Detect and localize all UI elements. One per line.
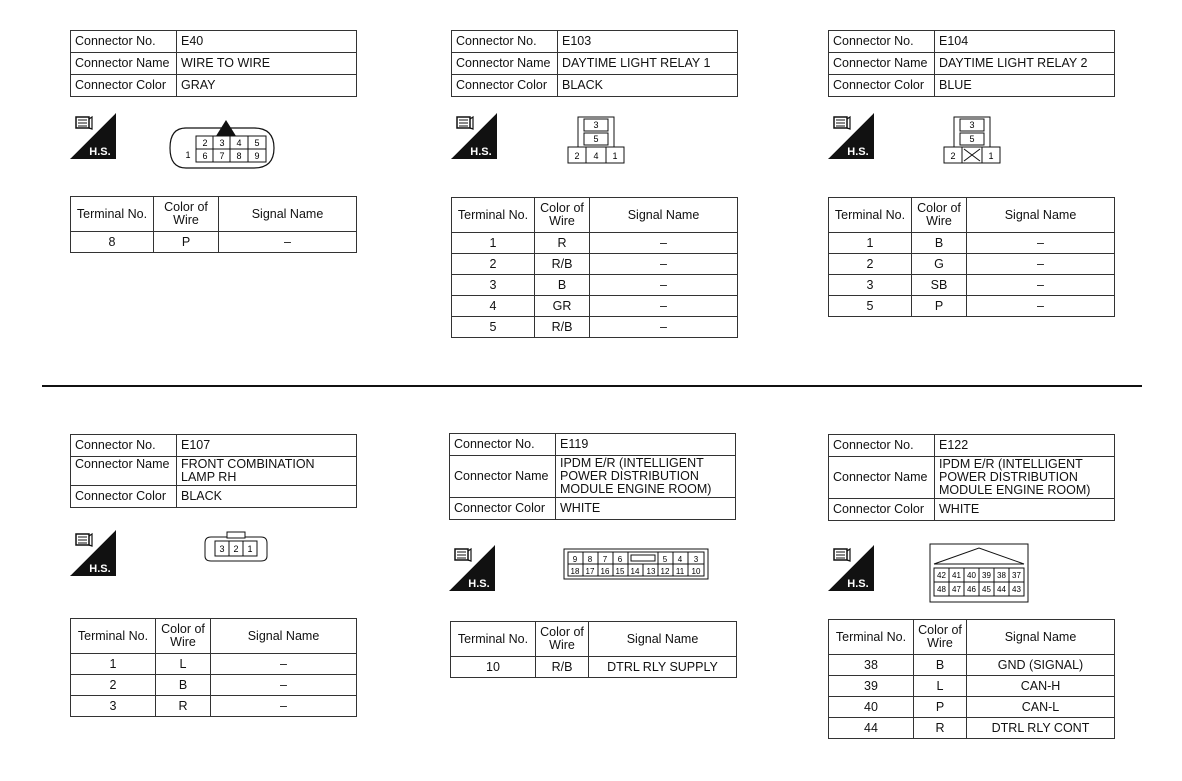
table-cell: Connector Color [71,486,177,508]
table-row [829,676,1115,697]
table-row [829,655,1115,676]
table-cell: Connector Name [450,456,556,498]
table-row [71,486,357,508]
connector-face-e103 [566,114,626,166]
table-row [71,696,357,717]
connector-face-e104 [942,114,1002,166]
table-cell: Connector No. [450,434,556,456]
table-cell: 4 [452,296,535,317]
connector-face-e119 [563,548,709,580]
pin-label: 3 [969,120,975,130]
table-cell: DAYTIME LIGHT RELAY 2 [935,53,1115,75]
table-cell: R [535,233,590,254]
table-cell: P [154,232,219,253]
table-cell: WHITE [935,499,1115,521]
pin-label: 3 [219,544,225,554]
table-cell: Connector Name [829,457,935,499]
pin-label: 42 [937,571,946,580]
pin-label: 6 [617,555,623,564]
table-row [829,53,1115,75]
pin-label: 12 [660,567,670,576]
table-row [829,296,1115,317]
section-divider [42,385,1142,387]
connector-color-value: GRAY [177,75,357,97]
terminal-table [70,618,357,717]
table-cell: 10 [451,657,536,678]
table-cell: R/B [536,657,589,678]
pin-label: 10 [691,567,701,576]
table-cell: 2 [829,254,912,275]
connector-info-table [449,433,736,520]
table-cell: P [912,296,967,317]
pin-label: 48 [937,585,946,594]
table-header-cell: Terminal No. [451,622,536,657]
terminal-table [450,621,737,678]
table-cell: Connector Color [452,75,558,97]
pin-label: 40 [967,571,976,580]
table-cell: 40 [829,697,914,718]
connector-e103 [451,30,738,97]
table-cell: CAN-L [967,697,1115,718]
connector-info-table [70,30,357,97]
table-row [829,499,1115,521]
table-row [450,456,736,498]
table-row [71,232,357,253]
harness-side-icon [70,113,116,159]
pin-label: 3 [219,138,225,148]
table-cell: L [156,654,211,675]
table-cell: – [219,232,357,253]
pin-label: 4 [677,555,683,564]
table-row [829,435,1115,457]
table-header-cell: Terminal No. [829,198,912,233]
table-cell: 1 [71,654,156,675]
table-row [71,675,357,696]
table-row [452,31,738,53]
table-cell: G [912,254,967,275]
table-cell: 3 [452,275,535,296]
connector-info-table [451,30,738,97]
table-row [452,198,738,233]
pin-label: H.S. [470,146,492,158]
table-cell: E122 [935,435,1115,457]
pin-label: 5 [662,555,668,564]
connector-face-e107 [201,530,271,564]
table-cell: P [914,697,967,718]
table-cell: – [967,296,1115,317]
table-row [71,435,357,457]
table-header-cell: Signal Name [590,198,738,233]
table-cell: FRONT COMBINATION LAMP RH [177,457,357,486]
table-cell: Connector Name [452,53,558,75]
pin-label: 8 [587,555,593,564]
table-header-cell: Signal Name [967,198,1115,233]
pin-label: 2 [233,544,239,554]
table-cell: – [211,696,357,717]
pin-label: 39 [982,571,991,580]
table-cell: 5 [452,317,535,338]
connector-face-e40 [166,118,278,178]
table-header-cell: Signal Name [211,619,357,654]
table-cell: 38 [829,655,914,676]
table-header-cell: Terminal No. [71,619,156,654]
table-row [452,233,738,254]
table-row [829,275,1115,296]
table-cell: R/B [535,254,590,275]
pin-label: 14 [630,567,640,576]
hs-label: H.S. [89,146,111,158]
signal-name-header: Signal Name [219,197,357,232]
table-cell: BLACK [558,75,738,97]
table-row [452,254,738,275]
table-cell: Connector No. [829,435,935,457]
table-cell: E103 [558,31,738,53]
table-row [452,53,738,75]
table-row [71,654,357,675]
pin-label: H.S. [847,578,869,590]
table-row [71,197,357,232]
table-cell: GND (SIGNAL) [967,655,1115,676]
pin-label: 38 [997,571,1006,580]
pin-label: 2 [574,151,580,161]
table-cell: – [590,233,738,254]
table-header-cell: Terminal No. [452,198,535,233]
table-cell: Connector Color [829,499,935,521]
table-cell: – [590,275,738,296]
table-row [71,457,357,486]
connector-e119 [449,433,736,520]
table-header-cell: Signal Name [589,622,737,657]
table-row [829,233,1115,254]
connector-e107 [70,434,357,508]
pin-label: 45 [982,585,991,594]
table-cell: DTRL RLY CONT [967,718,1115,739]
terminal-table [828,619,1115,739]
table-cell: 2 [452,254,535,275]
table-cell: R [914,718,967,739]
table-cell: DAYTIME LIGHT RELAY 1 [558,53,738,75]
pin-label: 13 [646,567,656,576]
table-cell: – [967,233,1115,254]
table-row [829,718,1115,739]
pin-label: 4 [236,138,242,148]
table-header-cell: Terminal No. [829,620,914,655]
table-cell: 8 [71,232,154,253]
table-cell: Connector No. [829,31,935,53]
table-row [71,31,357,53]
pin-label: 46 [967,585,976,594]
harness-side-icon [451,113,497,159]
pin-label: 9 [254,151,260,161]
table-row [829,31,1115,53]
connector-e40 [70,30,357,97]
connector-no-value: E40 [177,31,357,53]
pin-label: 7 [219,151,225,161]
table-cell: – [967,254,1115,275]
table-cell: – [211,654,357,675]
table-cell: E119 [556,434,736,456]
table-cell: Connector No. [71,435,177,457]
table-cell: 5 [829,296,912,317]
table-cell: B [914,655,967,676]
table-cell: 2 [71,675,156,696]
table-row [829,620,1115,655]
table-cell: DTRL RLY SUPPLY [589,657,737,678]
table-header-cell: Signal Name [967,620,1115,655]
table-row [452,275,738,296]
pin-label: 4 [593,151,599,161]
table-row [829,254,1115,275]
pin-label: H.S. [468,578,490,590]
table-row [829,457,1115,499]
table-header-cell: Color of Wire [914,620,967,655]
pin-label: 1 [247,544,253,554]
table-row [452,317,738,338]
table-cell: R [156,696,211,717]
pin-label: 11 [675,567,685,576]
pin-label: 16 [600,567,610,576]
pin-label: 2 [202,138,208,148]
connector-no-label: Connector No. [71,31,177,53]
terminal-no-header: Terminal No. [71,197,154,232]
connector-name-value: WIRE TO WIRE [177,53,357,75]
table-cell: 39 [829,676,914,697]
table-cell: – [211,675,357,696]
connector-e122 [828,434,1115,521]
table-cell: 44 [829,718,914,739]
pin-label: 5 [593,134,599,144]
table-cell: B [912,233,967,254]
table-cell: 1 [452,233,535,254]
pin-label: 17 [585,567,595,576]
table-row [451,657,737,678]
pin-label: 41 [952,571,961,580]
connector-info-table [828,434,1115,521]
harness-side-icon [70,530,116,576]
table-row [452,75,738,97]
table-row [829,697,1115,718]
pin-label: 1 [185,150,191,160]
table-cell: SB [912,275,967,296]
pin-label: H.S. [89,563,111,575]
pin-label: 18 [570,567,580,576]
table-cell: – [590,317,738,338]
connector-e104 [828,30,1115,97]
table-cell: B [535,275,590,296]
table-row [71,619,357,654]
pin-label: 1 [988,151,994,161]
pin-label: 3 [693,555,699,564]
pin-label: 47 [952,585,961,594]
pin-label: 1 [612,151,618,161]
table-cell: BLACK [177,486,357,508]
table-cell: GR [535,296,590,317]
pin-label: 2 [950,151,956,161]
table-header-cell: Color of Wire [535,198,590,233]
table-row [71,75,357,97]
connector-color-label: Connector Color [71,75,177,97]
table-cell: B [156,675,211,696]
table-cell: 3 [829,275,912,296]
table-cell: 1 [829,233,912,254]
connector-name-label: Connector Name [71,53,177,75]
harness-side-icon [828,545,874,591]
pin-label: 44 [997,585,1006,594]
table-cell: Connector No. [452,31,558,53]
table-row [451,622,737,657]
pin-label: 37 [1012,571,1021,580]
table-row [450,434,736,456]
pin-label: 8 [236,151,242,161]
connector-info-table [828,30,1115,97]
wire-color-header: Color of Wire [154,197,219,232]
table-header-cell: Color of Wire [536,622,589,657]
table-row [829,198,1115,233]
pin-label: 9 [572,555,578,564]
table-cell: IPDM E/R (INTELLIGENT POWER DISTRIBUTION MODULE ENGINE ROOM) [556,456,736,498]
table-cell: – [590,254,738,275]
pin-label: 7 [602,555,608,564]
table-row [829,75,1115,97]
harness-side-icon [449,545,495,591]
terminal-table [451,197,738,338]
pin-label: 43 [1012,585,1021,594]
table-row [450,498,736,520]
harness-side-icon [828,113,874,159]
table-row [452,296,738,317]
table-cell: CAN-H [967,676,1115,697]
pin-label: H.S. [847,146,869,158]
terminal-table [828,197,1115,317]
table-cell: R/B [535,317,590,338]
table-cell: L [914,676,967,697]
table-cell: Connector Color [829,75,935,97]
connector-face-e122 [928,542,1030,604]
table-cell: BLUE [935,75,1115,97]
table-cell: Connector Name [71,457,177,486]
table-cell: 3 [71,696,156,717]
pin-label: 15 [615,567,625,576]
table-cell: IPDM E/R (INTELLIGENT POWER DISTRIBUTION MODULE ENGINE ROOM) [935,457,1115,499]
connector-info-table [70,434,357,508]
table-header-cell: Color of Wire [156,619,211,654]
pin-label: 3 [593,120,599,130]
table-cell: Connector Name [829,53,935,75]
terminal-table [70,196,357,253]
table-cell: – [967,275,1115,296]
pin-label: 5 [969,134,975,144]
table-cell: E104 [935,31,1115,53]
table-row [71,53,357,75]
table-header-cell: Color of Wire [912,198,967,233]
table-cell: E107 [177,435,357,457]
table-cell: Connector Color [450,498,556,520]
table-cell: – [590,296,738,317]
pin-label: 6 [202,151,208,161]
pin-label: 5 [254,138,260,148]
table-cell: WHITE [556,498,736,520]
